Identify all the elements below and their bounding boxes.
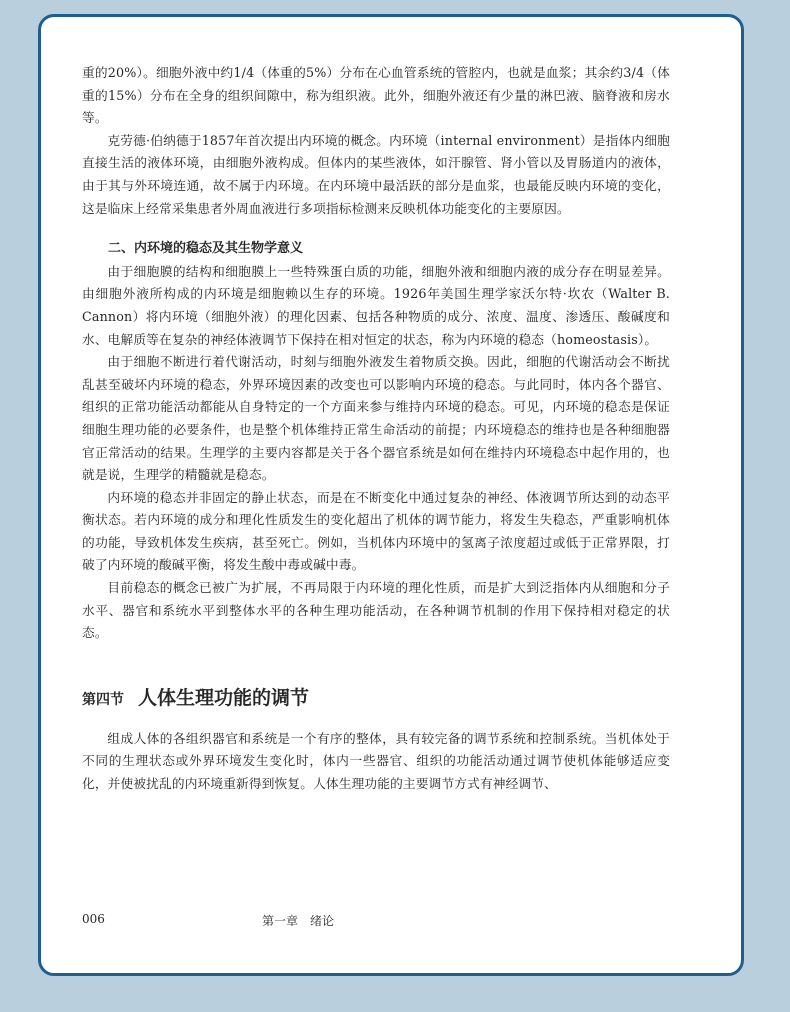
document-page [82, 62, 670, 796]
paragraph-regulation-intro: 组成人体的各组织器官和系统是一个有序的整体，具有较完备的调节系统和控制系统。当机体处于不同的生理状态或外界环境发生变化时，体内一些器官、组织的功能活动通过调节使机体能够适应变化，并使被扰乱的内环境重新得到恢复。人体生理功能的主要调节方式有神经调节、 [82, 730, 670, 792]
page-number: 006 [82, 912, 105, 926]
paragraph-metabolism: 由于细胞不断进行着代谢活动，时刻与细胞外液发生着物质交换。因此，细胞的代谢活动会不断扰乱甚至破坏内环境的稳态，外界环境因素的改变也可以影响内环境的稳态。与此同时，体内各个器官、组织的正常功能活动都能从自身特定的一个方面来参与维持内环境的稳态。可见，内环境的稳态是保证细胞生理功能的必要条件，也是整个机体维持正常生命活动的前提；内环境稳态的维持也是各种细胞器官正常活动的结果。生理学的主要内容都是关于各个器官系统是如何在维持内环境稳态中起作用的，也就是说，生理学的精髓就是稳态。 [82, 354, 670, 483]
section-heading [82, 683, 670, 710]
paragraph-internal-environment: 克劳德·伯纳德于1857年首次提出内环境的概念。内环境（internal environment）是指体内细胞直接生活的液体环境，由细胞外液构成。但体内的某些液体，如汗腺管、肾小管以及胃肠道内的液体，由于其与外环境连通，故不属于内环境。在内环境中最活跃的部分是血浆，也最能反映内环境的变化，这是临床上经常采集患者外周血液进行多项指标检测来反映机体功能变化的主要原因。 [82, 132, 670, 216]
paragraph-fluid-distribution: 重的20%）。细胞外液中约1/4（体重的5%）分布在心血管系统的管腔内，也就是血浆；其余约3/4（体重的15%）分布在全身的组织间隙中，称为组织液。此外，细胞外液还有少量的淋巴液、脑脊液和房水等。 [82, 65, 670, 126]
paragraph-dynamic-balance: 内环境的稳态并非固定的静止状态，而是在不断变化中通过复杂的神经、体液调节所达到的动态平衡状态。若内环境的成分和理化性质发生的变化超出了机体的调节能力，将发生失稳态，严重影响机体的功能，导致机体发生疾病，甚至死亡。例如，当机体内环境中的氢离子浓度超过或低于正常界限，打破了内环境的酸碱平衡，将发生酸中毒或碱中毒。 [82, 489, 670, 573]
paragraph-expanded-concept: 目前稳态的概念已被广为扩展，不再局限于内环境的理化性质，而是扩大到泛指体内从细胞和分子水平、器官和系统水平到整体水平的各种生理功能活动，在各种调节机制的作用下保持相对稳定的状态。 [82, 580, 670, 641]
paragraph-homeostasis-definition: 由于细胞膜的结构和细胞膜上一些特殊蛋白质的功能，细胞外液和细胞内液的成分存在明显差异。由细胞外液所构成的内环境是细胞赖以生存的环境。1926年美国生理学家沃尔特·坎农（Walter B. Cannon）将内环境（细胞外液）的理化因素、包括各种物质的成分、浓度、温度、渗透压、酸碱度和水、电解质等在复杂的神经体液调节下保持在相对恒定的状态，称为内环境的稳态（homeostasis）。 [82, 263, 670, 347]
chapter-title: 第一章 绪论 [262, 914, 335, 928]
subheading-homeostasis: 二、内环境的稳态及其生物学意义 [108, 241, 304, 257]
section-title: 人体生理功能的调节 [138, 686, 310, 709]
section-number: 第四节 [82, 691, 124, 708]
